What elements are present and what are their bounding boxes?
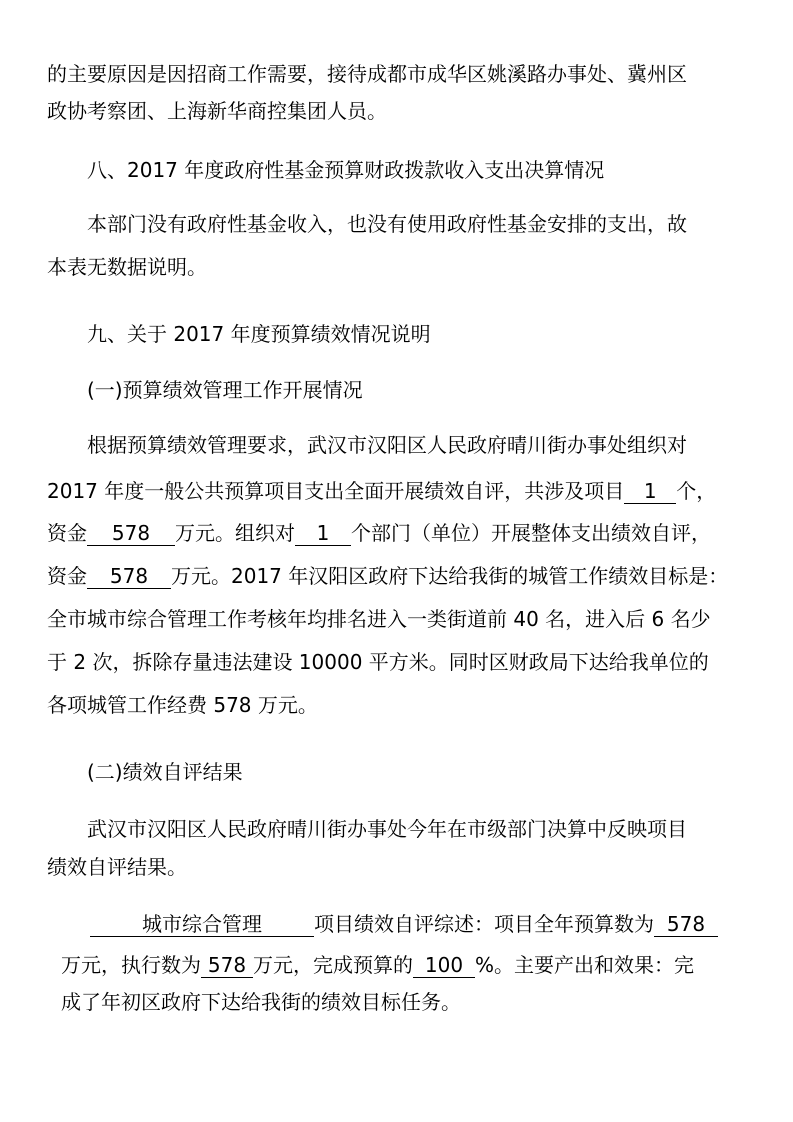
text: 资金: [47, 564, 87, 588]
section-9-heading: 九、关于 2017 年度预算绩效情况说明: [87, 322, 431, 346]
subsection-2-heading: (二)绩效自评结果: [87, 760, 243, 784]
text: %。主要产出和效果：完: [475, 953, 695, 977]
section-8-heading: 八、2017 年度政府性基金预算财政拨款收入支出决算情况: [87, 158, 605, 182]
paragraph-line: 绩效自评结果。: [47, 855, 187, 879]
paragraph-line: [90, 914, 718, 937]
paragraph-line: 成了年初区政府下达给我街的绩效目标任务。: [61, 990, 461, 1014]
text: 2017 年度一般公共预算项目支出全面开展绩效自评，共涉及项目: [47, 479, 625, 503]
text: 万元。组织对: [175, 521, 295, 545]
section-8-body-line-2: 本表无数据说明。: [47, 255, 207, 279]
paragraph-line: [47, 523, 711, 546]
project-count-value: 1: [624, 481, 676, 504]
text: 万元，完成预算的: [253, 953, 413, 977]
text: 万元。2017 年汉阳区政府下达给我街的城管工作绩效目标是：: [171, 564, 729, 588]
text: 个部门（单位）开展整体支出绩效自评，: [351, 521, 711, 545]
project-funds-value: 578: [87, 523, 175, 546]
subsection-1-heading: (一)预算绩效管理工作开展情况: [87, 378, 363, 402]
dept-funds-value: 578: [87, 566, 171, 589]
intro-line-2: 政协考察团、上海新华商控集团人员。: [47, 99, 387, 123]
project-name-value: 城市综合管理: [90, 914, 314, 937]
paragraph-line: 根据预算绩效管理要求，武汉市汉阳区人民政府晴川街办事处组织对: [87, 433, 687, 457]
dept-count-value: 1: [295, 523, 351, 546]
paragraph-line: 武汉市汉阳区人民政府晴川街办事处今年在市级部门决算中反映项目: [87, 817, 687, 841]
paragraph-line: [47, 566, 728, 589]
paragraph-line: 于 2 次，拆除存量违法建设 10000 平方米。同时区财政局下达给我单位的: [47, 650, 709, 674]
paragraph-line: 全市城市综合管理工作考核年均排名进入一类街道前 40 名，进入后 6 名少: [47, 607, 711, 631]
intro-line-1: 的主要原因是因招商工作需要，接待成都市成华区姚溪路办事处、冀州区: [47, 62, 687, 86]
text: 资金: [47, 521, 87, 545]
paragraph-line: 各项城管工作经费 578 万元。: [47, 693, 318, 717]
paragraph-line: [47, 481, 716, 504]
budget-value: 578: [654, 914, 718, 937]
text: 个，: [676, 479, 717, 503]
completion-value: 100: [413, 955, 475, 978]
text: 项目绩效自评综述：项目全年预算数为: [314, 912, 654, 936]
executed-value: 578: [201, 955, 253, 978]
text: 万元，执行数为: [61, 953, 201, 977]
paragraph-line: [61, 955, 694, 978]
section-8-body-line-1: 本部门没有政府性基金收入，也没有使用政府性基金安排的支出，故: [87, 212, 687, 236]
